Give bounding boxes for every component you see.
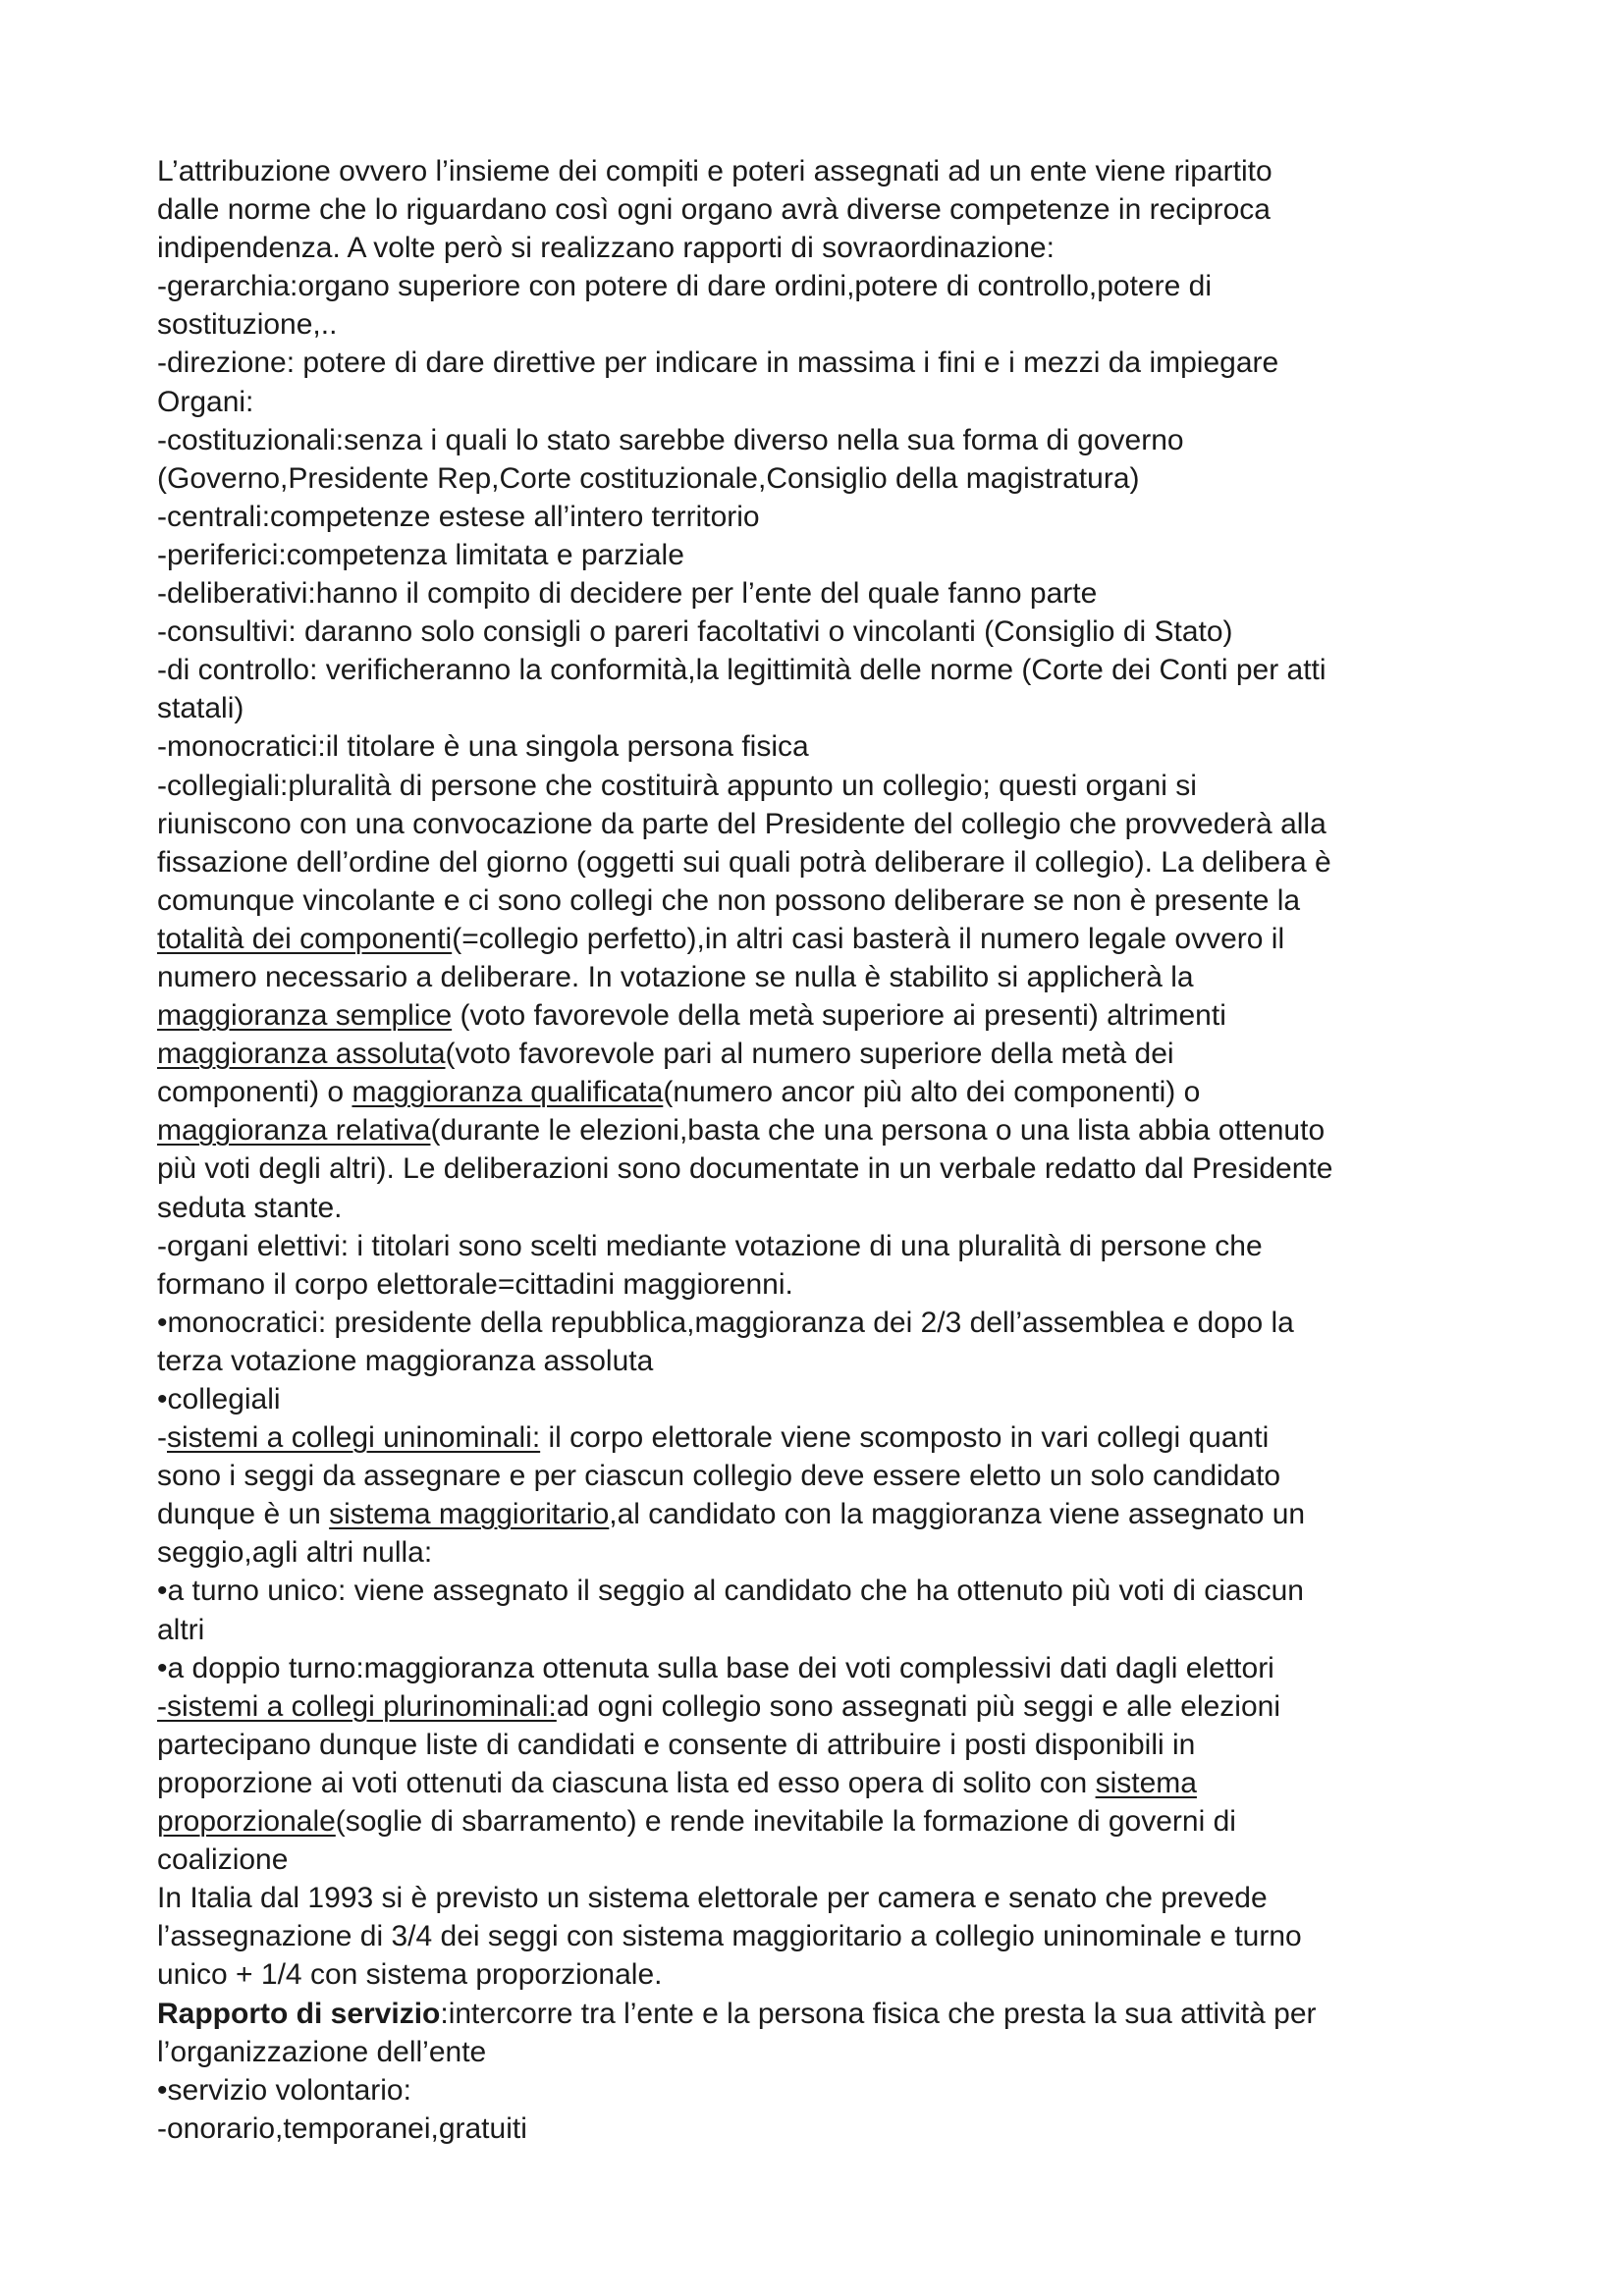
text-line [157,843,1532,881]
text-segment: -costituzionali:senza i quali lo stato sarebbe diverso nella sua forma di governo [157,423,1184,456]
text-segment: •collegiali [157,1383,281,1415]
text-line [157,1802,1532,1841]
text-segment: (Governo,Presidente Rep,Corte costituzionale,Consiglio della magistratura) [157,461,1140,495]
text-line [157,344,1532,382]
text-line [157,1917,1532,1955]
text-segment: seggio,agli altri nulla: [157,1536,433,1570]
text-segment: terza votazione maggioranza assoluta [157,1344,654,1377]
text-line [157,1189,1532,1227]
text-line [157,190,1532,229]
text-segment: -direzione: potere di dare direttive per indicare in massima i fini e i mezzi da impiegare [157,347,1279,380]
text-line [157,2109,1532,2148]
text-line [157,767,1532,805]
text-line [157,2071,1532,2109]
text-segment: (numero ancor più alto dei componenti) o [663,1076,1201,1109]
text-line [157,459,1532,498]
underlined-term: sistema maggioritario [329,1498,610,1531]
text-segment: (voto favorevole della metà superiore ai presenti) altrimenti [452,999,1226,1033]
text-line [157,1687,1532,1726]
text-line [157,1035,1532,1073]
text-line [157,229,1532,267]
text-segment: •servizio volontario: [157,2073,411,2107]
text-line [157,574,1532,613]
text-segment: componenti) o [157,1076,352,1109]
text-line [157,1495,1532,1533]
text-line [157,1879,1532,1917]
text-segment: (=collegio perfetto),in altri casi basterà il numero legale ovvero il [452,922,1285,955]
text-line [157,2033,1532,2071]
text-line [157,1457,1532,1495]
document-page [157,152,1532,2148]
underlined-term: proporzionale [157,1805,336,1839]
text-segment: coalizione [157,1843,289,1877]
text-line [157,958,1532,996]
text-line [157,152,1532,190]
underlined-term: -sistemi a collegi plurinominali: [157,1689,557,1723]
underlined-term: maggioranza qualificata [352,1076,664,1109]
text-line [157,727,1532,766]
text-line [157,996,1532,1035]
text-line [157,1726,1532,1764]
text-segment: In Italia dal 1993 si è previsto un sistema elettorale per camera e senato che prevede [157,1882,1268,1915]
text-line [157,1073,1532,1111]
text-segment: (voto favorevole pari al numero superiore della metà dei [445,1038,1174,1071]
text-segment: unico + 1/4 con sistema proporzionale. [157,1958,663,1992]
text-segment: proporzione ai voti ottenuti da ciascuna lista ed esso opera di solito con [157,1766,1096,1799]
text-segment: ,al candidato con la maggioranza viene assegnato un [609,1498,1306,1531]
text-line [157,1611,1532,1649]
text-line [157,1111,1532,1149]
text-segment: l’organizzazione dell’ente [157,2035,487,2068]
underlined-term: maggioranza relativa [157,1114,431,1148]
text-line [157,881,1532,920]
text-segment: formano il corpo elettorale=cittadini maggiorenni. [157,1267,793,1301]
text-line [157,1380,1532,1418]
text-segment: -organi elettivi: i titolari sono scelti mediante votazione di una pluralità di persone che [157,1229,1263,1262]
text-line [157,1955,1532,1994]
text-line [157,1649,1532,1687]
text-segment: fissazione dell’ordine del giorno (oggetti sui quali potrà deliberare il collegio). La delibera è [157,845,1331,879]
text-segment: -di controllo: verificheranno la conformità,la legittimità delle norme (Corte dei Conti per atti [157,654,1326,687]
text-segment: seduta stante. [157,1191,343,1224]
text-segment: dunque è un [157,1498,330,1531]
underlined-term: totalità dei componenti [157,922,453,955]
text-line [157,1342,1532,1380]
text-segment: - [157,1421,167,1455]
text-segment: ad ogni collegio sono assegnati più seggi e alle elezioni [556,1689,1281,1723]
text-segment: altri [157,1613,205,1646]
text-segment: (durante le elezioni,basta che una persona o una lista abbia ottenuto [430,1114,1326,1148]
text-line [157,536,1532,574]
text-line [157,1995,1532,2033]
text-segment: -deliberativi:hanno il compito di decidere per l’ente del quale fanno parte [157,577,1098,611]
text-segment: comunque vincolante e ci sono collegi che non possono deliberare se non è presente la [157,883,1301,917]
text-segment: sono i seggi da assegnare e per ciascun collegio deve essere eletto un solo candidato [157,1460,1281,1493]
text-segment: -collegiali:pluralità di persone che costituirà appunto un collegio; questi organi si [157,769,1197,802]
text-segment: numero necessario a deliberare. In votazione se nulla è stabilito si applicherà la [157,960,1194,993]
text-segment: Organi: [157,385,254,418]
text-segment: •a turno unico: viene assegnato il seggio al candidato che ha ottenuto più voti di ciascun [157,1575,1304,1608]
text-segment: indipendenza. A volte però si realizzano rapporti di sovraordinazione: [157,232,1055,265]
text-segment: più voti degli altri). Le deliberazioni sono documentate in un verbale redatto dal Presidente [157,1152,1333,1186]
text-segment: •a doppio turno:maggioranza ottenuta sulla base dei voti complessivi dati dagli elettori [157,1651,1274,1684]
text-segment: dalle norme che lo riguardano così ogni organo avrà diverse competenze in reciproca [157,193,1271,227]
text-line [157,1149,1532,1188]
text-segment: sostituzione,.. [157,308,338,342]
text-line [157,1304,1532,1342]
text-segment: -monocratici:il titolare è una singola persona fisica [157,730,809,764]
text-line [157,1764,1532,1802]
text-line [157,421,1532,459]
text-line [157,689,1532,727]
text-segment: •monocratici: presidente della repubblica,maggioranza dei 2/3 dell’assemblea e dopo la [157,1306,1294,1339]
text-segment: -onorario,temporanei,gratuiti [157,2111,527,2145]
text-segment: L’attribuzione ovvero l’insieme dei compiti e poteri assegnati ad un ente viene ripartito [157,155,1272,187]
underlined-term: sistema [1095,1766,1197,1799]
underlined-term: sistemi a collegi uninominali: [167,1421,541,1455]
text-segment: -gerarchia:organo superiore con potere di dare ordini,potere di controllo,potere di [157,270,1212,303]
text-segment: -centrali:competenze estese all’intero territorio [157,500,760,533]
text-segment: partecipano dunque liste di candidati e consente di attribuire i posti disponibili in [157,1728,1196,1761]
text-line [157,613,1532,651]
text-segment: :intercorre tra l’ente e la persona fisica che presta la sua attività per [440,1997,1317,2030]
text-line [157,1227,1532,1265]
text-line [157,305,1532,344]
text-line [157,1265,1532,1304]
text-line [157,267,1532,305]
text-line [157,651,1532,689]
text-segment: statali) [157,692,244,725]
text-segment: il corpo elettorale viene scomposto in vari collegi quanti [540,1421,1270,1455]
text-line [157,1418,1532,1457]
text-line [157,805,1532,843]
text-line [157,498,1532,536]
text-line [157,920,1532,958]
underlined-term: maggioranza semplice [157,999,453,1033]
underlined-term: maggioranza assoluta [157,1038,446,1071]
text-segment: -consultivi: daranno solo consigli o pareri facoltativi o vincolanti (Consiglio di Stato) [157,615,1233,649]
text-line [157,1572,1532,1610]
text-segment: -periferici:competenza limitata e parziale [157,538,684,571]
text-segment: (soglie di sbarramento) e rende inevitabile la formazione di governi di [335,1805,1236,1839]
text-segment: l’assegnazione di 3/4 dei seggi con sistema maggioritario a collegio uninominale e turno [157,1920,1302,1953]
text-line [157,1841,1532,1879]
text-line [157,1533,1532,1572]
text-line [157,383,1532,421]
bold-heading: Rapporto di servizio [157,1997,441,2030]
text-segment: riuniscono con una convocazione da parte del Presidente del collegio che provvederà alla [157,807,1326,840]
